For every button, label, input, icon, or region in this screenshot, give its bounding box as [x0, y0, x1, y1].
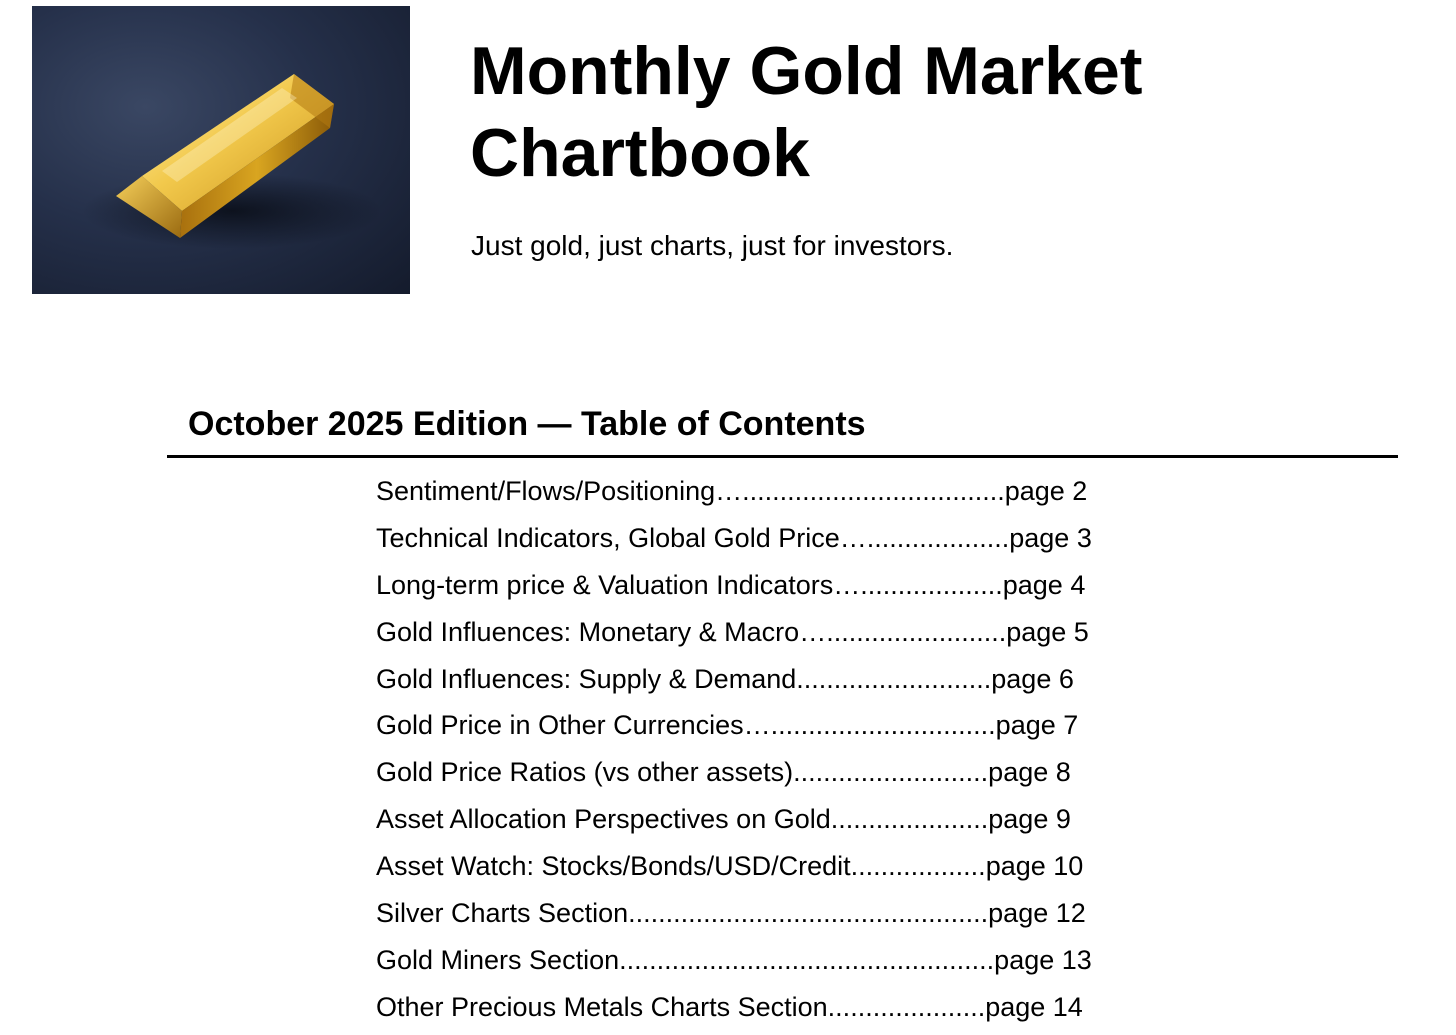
gold-bar-icon: [32, 6, 410, 294]
toc-entry[interactable]: Gold Influences: Monetary & Macro…........................page 5: [376, 616, 1089, 647]
page-subtitle: Just gold, just charts, just for investors.: [471, 230, 954, 261]
toc-entry[interactable]: Sentiment/Flows/Positioning…...................................page 2: [376, 476, 1088, 506]
toc-heading: October 2025 Edition — Table of Contents: [188, 405, 866, 443]
toc-list: [376, 472, 1092, 1035]
cover-image: [32, 6, 410, 294]
title-line-1: Monthly Gold Market: [470, 33, 1143, 109]
toc-entry[interactable]: Other Precious Metals Charts Section.....................page 14: [376, 991, 1083, 1022]
toc-entry[interactable]: Long-term price & Valuation Indicators…...................page 4: [376, 569, 1086, 600]
toc-entry[interactable]: Asset Watch: Stocks/Bonds/USD/Credit..................page 10: [376, 851, 1084, 882]
toc-entry[interactable]: Gold Price Ratios (vs other assets)..........................page 8: [376, 757, 1071, 788]
title-line-2: Chartbook: [470, 115, 810, 191]
page-title: [470, 30, 1430, 194]
toc-divider: [167, 455, 1398, 458]
toc-entry[interactable]: Gold Price in Other Currencies…..............................page 7: [376, 710, 1079, 741]
toc-entry[interactable]: Gold Influences: Supply & Demand..........................page 6: [376, 663, 1074, 694]
toc-entry[interactable]: Gold Miners Section..................................................page 13: [376, 944, 1092, 975]
toc-entry[interactable]: Technical Indicators, Global Gold Price…...................page 3: [376, 522, 1092, 553]
toc-entry[interactable]: Asset Allocation Perspectives on Gold.....................page 9: [376, 804, 1071, 835]
toc-entry[interactable]: Silver Charts Section................................................page 12: [376, 898, 1086, 929]
